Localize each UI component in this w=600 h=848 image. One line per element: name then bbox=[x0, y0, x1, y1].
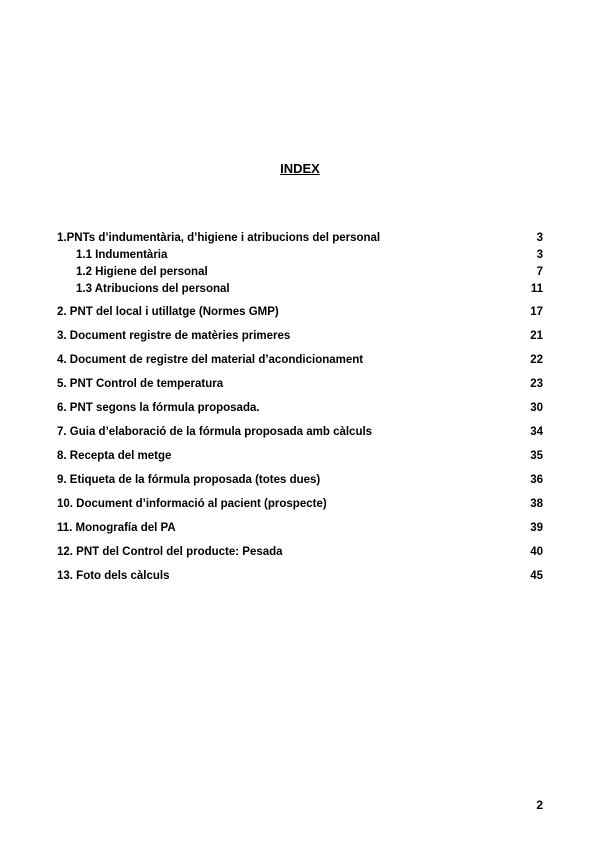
toc-subentry bbox=[76, 247, 543, 263]
toc-entry bbox=[57, 496, 543, 512]
toc-entry-label: 13. Foto dels càlculs bbox=[57, 570, 170, 582]
toc-entry-page: 11 bbox=[530, 283, 543, 295]
toc-entry-page: 21 bbox=[530, 330, 543, 342]
toc-entry-page: 22 bbox=[530, 354, 543, 366]
toc-entry bbox=[57, 448, 543, 464]
toc-entry bbox=[57, 520, 543, 536]
toc-entry-label: 9. Etiqueta de la fórmula proposada (totes dues) bbox=[57, 474, 321, 486]
toc-subentry bbox=[76, 281, 543, 297]
toc-entry-label: 1.2 Higiene del personal bbox=[76, 266, 208, 278]
toc-entry-label: 11. Monografía del PA bbox=[57, 522, 176, 534]
toc-entry-label: 6. PNT segons la fórmula proposada. bbox=[57, 402, 260, 414]
toc-entry-page: 38 bbox=[530, 498, 543, 510]
toc-entry-page: 7 bbox=[536, 266, 543, 278]
index-title: INDEX bbox=[280, 161, 320, 176]
toc-entry-page: 39 bbox=[530, 522, 543, 534]
toc-subentry bbox=[76, 264, 543, 280]
toc-entry-page: 3 bbox=[536, 232, 543, 244]
toc-entry bbox=[57, 568, 543, 584]
toc-entry-page: 23 bbox=[530, 378, 543, 390]
toc-entry-label: 7. Guia d’elaboració de la fórmula proposada amb càlculs bbox=[57, 426, 373, 438]
toc-entry bbox=[57, 544, 543, 560]
toc-entry-page: 35 bbox=[530, 450, 543, 462]
toc-entry bbox=[57, 424, 543, 440]
page-number: 2 bbox=[536, 798, 543, 812]
toc-entry bbox=[57, 376, 543, 392]
toc-entry-page: 40 bbox=[530, 546, 543, 558]
toc-entry bbox=[57, 400, 543, 416]
toc-entry-label: 10. Document d’informació al pacient (prospecte) bbox=[57, 498, 327, 510]
toc-entry-page: 3 bbox=[536, 249, 543, 261]
toc-entry-label: 1.PNTs d’indumentària, d’higiene i atribucions del personal bbox=[57, 232, 381, 244]
toc-entry-label: 1.1 Indumentària bbox=[76, 249, 168, 261]
toc-entry bbox=[57, 352, 543, 368]
toc-entry-page: 36 bbox=[530, 474, 543, 486]
toc-entry-label: 1.3 Atribucions del personal bbox=[76, 283, 230, 295]
toc-entry-page: 17 bbox=[530, 306, 543, 318]
toc-entry-label: 5. PNT Control de temperatura bbox=[57, 378, 224, 390]
toc-entry bbox=[57, 230, 543, 246]
toc-entry-page: 45 bbox=[530, 570, 543, 582]
toc-entry bbox=[57, 328, 543, 344]
toc-entry bbox=[57, 472, 543, 488]
toc-entry bbox=[57, 304, 543, 320]
toc-entry-label: 4. Document de registre del material d’acondicionament bbox=[57, 354, 364, 366]
toc-entry-label: 2. PNT del local i utillatge (Normes GMP) bbox=[57, 306, 279, 318]
toc-entry-label: 8. Recepta del metge bbox=[57, 450, 172, 462]
toc-entry-label: 12. PNT del Control del producte: Pesada bbox=[57, 546, 283, 558]
toc-entry-label: 3. Document registre de matèries primeres bbox=[57, 330, 291, 342]
toc-entry-page: 30 bbox=[530, 402, 543, 414]
toc-entry-page: 34 bbox=[530, 426, 543, 438]
